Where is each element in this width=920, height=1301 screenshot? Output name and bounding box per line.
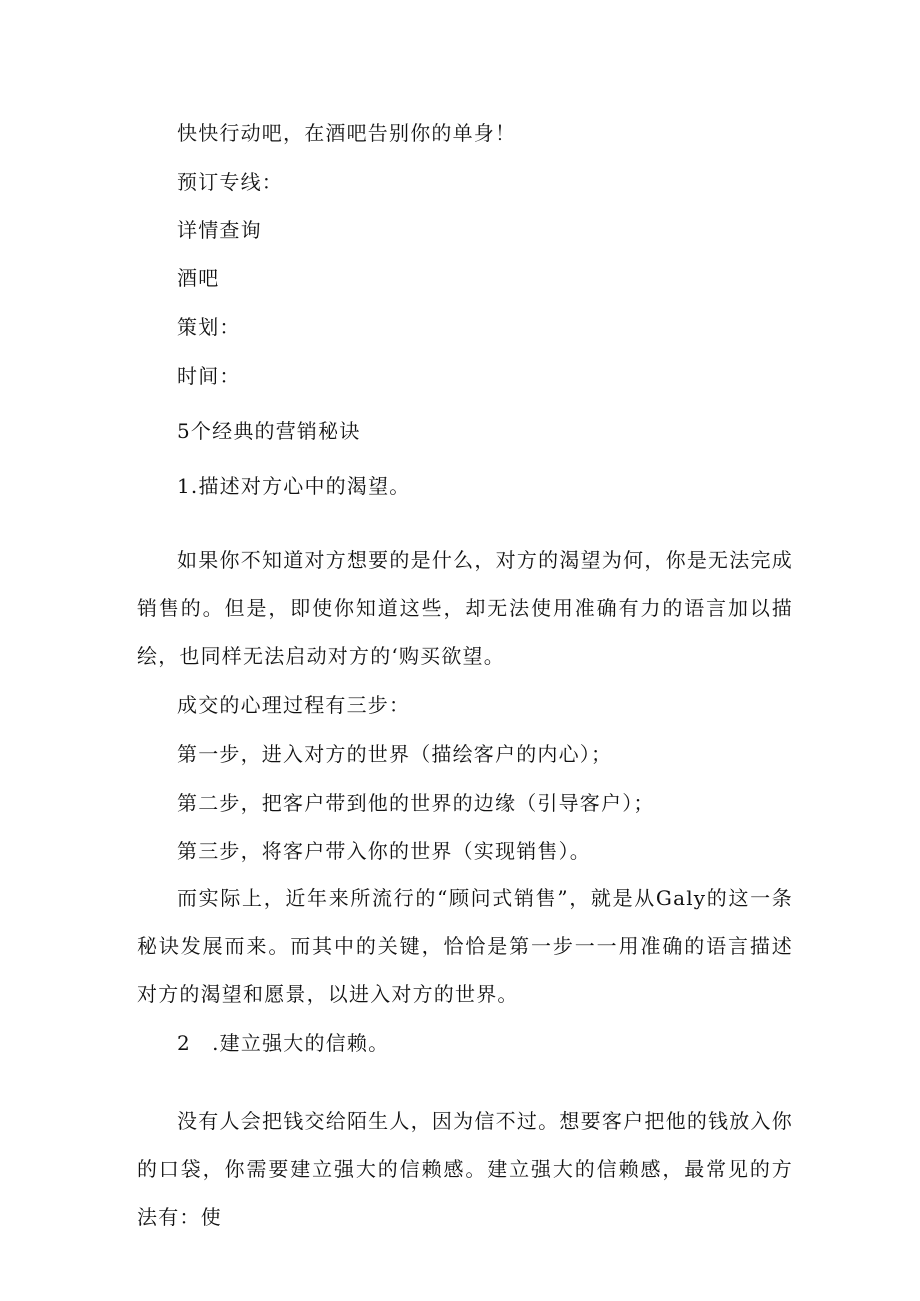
text-line: 快快行动吧，在酒吧告别你的单身！ <box>177 121 517 145</box>
text-line: 成交的心理过程有三步： <box>177 693 411 717</box>
section-heading: 5个经典的营销秘诀 <box>177 419 361 443</box>
text-line: 预订专线： <box>177 170 283 194</box>
numbered-heading: 2 .建立强大的信赖。 <box>177 1031 390 1055</box>
body-paragraph: 而实际上，近年来所流行的“顾问式销售”，就是从Galy的这一条秘诀发展而来。而其中的关键，恰恰是第一步一一用准确的语言描述对方的渴望和愿景，以进入对方的世界。 <box>137 886 793 1006</box>
numbered-heading: 1.描述对方心中的渴望。 <box>177 474 411 498</box>
text-line: 详情查询 <box>177 218 262 242</box>
body-paragraph: 如果你不知道对方想要的是什么，对方的渴望为何，你是无法完成销售的。但是，即使你知道这些，却无法使用准确有力的语言加以描绘，也同样无法启动对方的‘购买欲望。 <box>137 548 793 668</box>
list-step: 第三步，将客户带入你的世界（实现销售）。 <box>177 839 591 863</box>
text-line: 酒吧 <box>177 266 220 290</box>
text-line: 时间： <box>177 364 241 388</box>
list-step: 第二步，把客户带到他的世界的边缘（引导客户）； <box>177 791 655 815</box>
body-paragraph: 没有人会把钱交给陌生人，因为信不过。想要客户把他的钱放入你的口袋，你需要建立强大的信赖感。建立强大的信赖感，最常见的方法有：使 <box>137 1109 793 1229</box>
list-step: 第一步，进入对方的世界（描绘客户的内心）； <box>177 742 613 766</box>
text-line: 策划： <box>177 315 241 339</box>
